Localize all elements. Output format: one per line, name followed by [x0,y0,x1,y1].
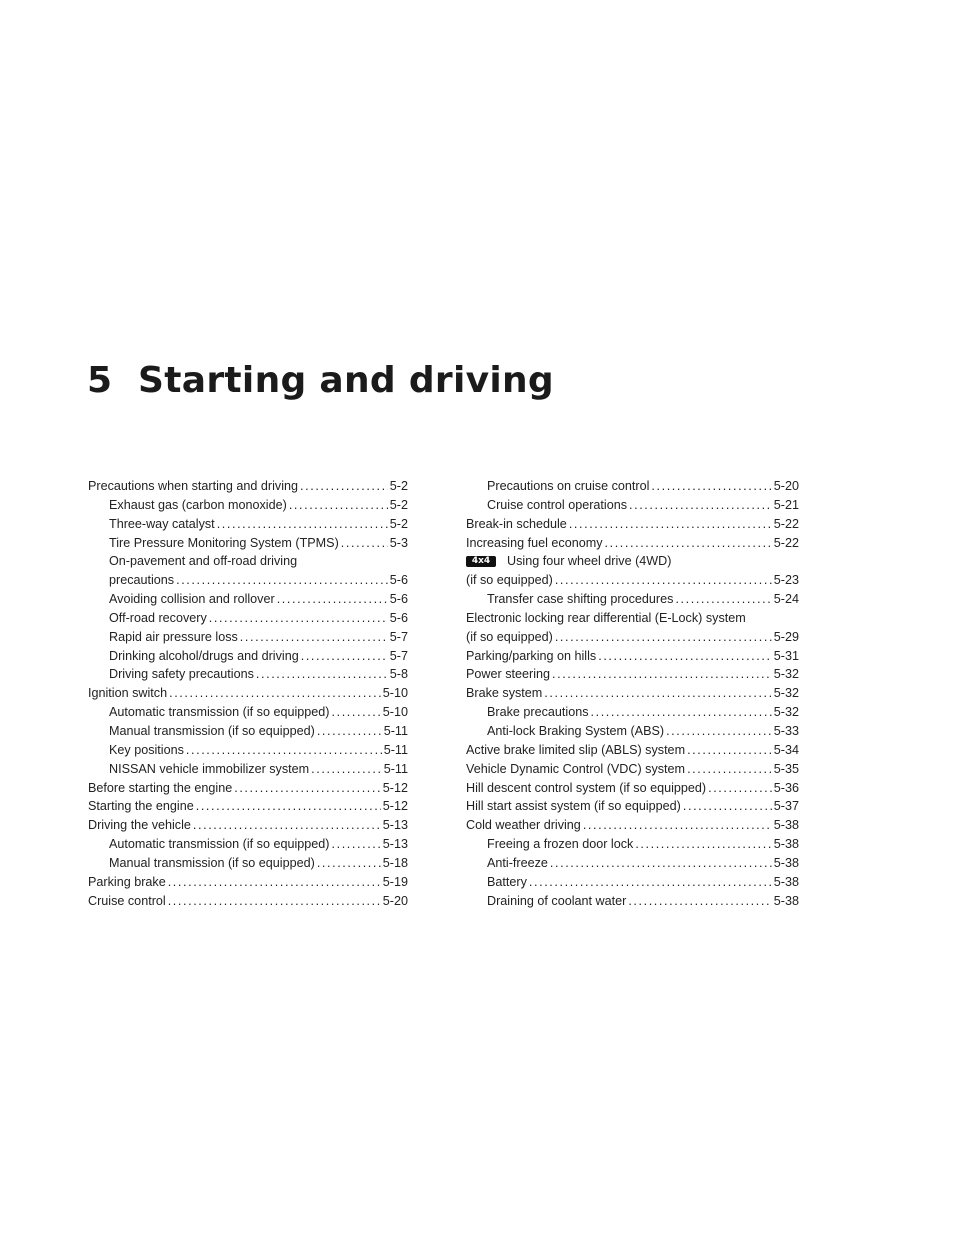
toc-entry[interactable] [88,703,408,722]
toc-entry-page: 5-29 [773,629,799,644]
toc-entry-label: Tire Pressure Monitoring System (TPMS) [109,535,339,550]
toc-entry[interactable] [466,571,799,590]
toc-entry-page: 5-20 [382,893,408,908]
toc-entry[interactable] [466,534,799,553]
toc-entry[interactable] [88,477,408,496]
dot-leader [332,703,381,722]
toc-entry-page: 5-21 [773,497,799,512]
toc-entry-page: 5-23 [773,573,799,588]
dot-leader [169,684,381,703]
toc-entry-page: 5-18 [382,855,408,870]
toc-entry-page: 5-11 [383,723,408,738]
toc-entry[interactable] [466,797,799,816]
toc-entry-page: 5-32 [773,686,799,701]
toc-entry[interactable] [88,722,408,741]
dot-leader [552,665,772,684]
toc-entry-label: Driving the vehicle [88,818,191,833]
toc-entry-page: 5-38 [773,855,799,870]
toc-entry-page: 5-2 [389,516,408,531]
toc-entry[interactable] [88,797,408,816]
toc-entry-label: Starting the engine [88,799,194,814]
dot-leader [708,779,772,798]
toc-entry[interactable] [466,760,799,779]
dot-leader [675,590,771,609]
toc-entry[interactable] [88,854,408,873]
toc-entry[interactable] [88,590,408,609]
toc-entry[interactable] [466,590,799,609]
toc-entry-label: Cruise control [88,893,166,908]
toc-entry-page: 5-7 [389,629,408,644]
toc-entry[interactable] [88,779,408,798]
toc-entry-page: 5-7 [389,648,408,663]
dot-leader [196,797,381,816]
dot-leader [301,647,388,666]
toc-entry-label: (if so equipped) [466,629,553,644]
toc-entry-label: Off-road recovery [109,610,207,625]
toc-entry[interactable] [88,835,408,854]
toc-entry[interactable] [88,741,408,760]
toc-entry-page: 5-22 [773,516,799,531]
toc-entry-label: Using four wheel drive (4WD) [507,554,672,569]
dot-leader [683,797,772,816]
toc-entry[interactable] [88,609,408,628]
dot-leader [651,477,771,496]
dot-leader [176,571,388,590]
toc-entry-label: Key positions [109,742,184,757]
toc-entry-label: Draining of coolant water [487,893,627,908]
toc-entry-page: 5-32 [773,667,799,682]
chapter-name: Starting and driving [138,360,554,401]
dot-leader [168,892,381,911]
toc-entry[interactable] [88,496,408,515]
toc-entry[interactable] [88,816,408,835]
toc-entry-label: Parking brake [88,874,166,889]
toc-entry-label: NISSAN vehicle immobilizer system [109,761,310,776]
toc-entry-label: Hill start assist system (if so equipped) [466,799,681,814]
toc-entry-label: On-pavement and off-road driving [109,554,298,569]
toc-entry[interactable] [88,873,408,892]
dot-leader [591,703,772,722]
toc-entry-label: Before starting the engine [88,780,233,795]
toc-entry[interactable] [466,552,799,571]
toc-entry[interactable] [88,760,408,779]
toc-entry-label: Break-in schedule [466,516,567,531]
toc-entry-page: 5-19 [382,874,408,889]
toc-entry[interactable] [466,684,799,703]
toc-entry[interactable] [466,647,799,666]
toc-entry-label: (if so equipped) [466,573,553,588]
dot-leader [628,892,771,911]
dot-leader [529,873,772,892]
dot-leader [635,835,771,854]
toc-entry[interactable] [88,515,408,534]
toc-entry-page: 5-35 [773,761,799,776]
dot-leader [300,477,388,496]
toc-entry[interactable] [466,477,799,496]
dot-leader [193,816,381,835]
toc-entry-label: Battery [487,874,527,889]
dot-leader [598,647,772,666]
toc-entry[interactable] [466,665,799,684]
dot-leader [234,779,381,798]
toc-entry-label: Transfer case shifting procedures [487,592,674,607]
toc-entry-page: 5-38 [773,874,799,889]
toc-entry[interactable] [466,854,799,873]
dot-leader [629,496,772,515]
toc-entry-label: Vehicle Dynamic Control (VDC) system [466,761,686,776]
toc-entry-page: 5-24 [773,592,799,607]
toc-entry[interactable] [466,609,799,628]
dot-leader [311,760,382,779]
toc-entry[interactable] [466,892,799,911]
toc-entry-page: 5-6 [389,610,408,625]
toc-entry-page: 5-11 [383,761,408,776]
toc-entry[interactable] [466,496,799,515]
toc-entry[interactable] [466,515,799,534]
toc-entry-page: 5-11 [383,742,408,757]
toc-entry-page: 5-2 [389,497,408,512]
toc-entry-page: 5-33 [773,723,799,738]
dot-leader [217,515,388,534]
toc-entry-page: 5-12 [382,780,408,795]
dot-leader [555,571,772,590]
toc-entry[interactable] [466,703,799,722]
toc-entry-page: 5-12 [382,799,408,814]
toc-entry-label: Cruise control operations [487,497,628,512]
toc-entry-page: 5-37 [773,799,799,814]
toc-entry-page: 5-2 [389,479,408,493]
toc-entry-label: Active brake limited slip (ABLS) system [466,742,686,757]
toc-entry-page: 5-13 [382,818,408,833]
dot-leader [555,628,772,647]
toc-entry-page: 5-8 [389,667,408,682]
toc-entry-page: 5-38 [773,837,799,852]
toc-entry-page: 5-20 [773,479,799,493]
dot-leader [186,741,382,760]
dot-leader [256,665,388,684]
toc-entry-label: Drinking alcohol/drugs and driving [109,648,299,663]
toc-entry-page: 5-22 [773,535,799,550]
toc-right-column [466,477,799,910]
dot-leader [687,741,772,760]
toc-entry-page: 5-10 [382,686,408,701]
toc-entry[interactable] [466,628,799,647]
toc-entry-label: Rapid air pressure loss [109,629,238,644]
toc-entry-label: Anti-freeze [487,855,548,870]
toc-entry[interactable] [88,571,408,590]
toc-entry-label: Precautions when starting and driving [88,479,299,493]
dot-leader [317,722,382,741]
chapter-number: 5 [87,360,113,401]
toc-entry-label: Brake precautions [487,705,589,720]
toc-entry-page: 5-38 [773,893,799,908]
toc-entry[interactable] [466,722,799,741]
toc-entry[interactable] [466,741,799,760]
toc-entry[interactable] [88,647,408,666]
toc-entry[interactable] [88,665,408,684]
dot-leader [544,684,771,703]
toc-entry[interactable] [88,628,408,647]
toc-entry-page: 5-10 [382,705,408,720]
dot-leader [605,534,772,553]
dot-leader [209,609,388,628]
toc-entry-page: 5-3 [389,535,408,550]
dot-leader [289,496,388,515]
toc-entry-label: Automatic transmission (if so equipped) [109,837,330,852]
toc-entry-page: 5-13 [382,837,408,852]
toc-entry-label: Avoiding collision and rollover [109,592,275,607]
toc-entry-page: 5-36 [773,780,799,795]
toc-entry-label: Manual transmission (if so equipped) [109,855,315,870]
toc-entry-label: Exhaust gas (carbon monoxide) [109,497,287,512]
toc-entry-label: Automatic transmission (if so equipped) [109,705,330,720]
toc-left-column [88,477,408,910]
toc-entry[interactable] [88,552,408,571]
toc-entry-page: 5-34 [773,742,799,757]
toc-entry-label: Ignition switch [88,686,168,701]
dot-leader [341,534,388,553]
toc-entry-label: Precautions on cruise control [487,479,650,493]
toc-entry[interactable] [88,534,408,553]
dot-leader [317,854,381,873]
toc-entry-page: 5-6 [389,573,408,588]
dot-leader [569,515,772,534]
dot-leader [583,816,772,835]
dot-leader [687,760,772,779]
toc-entry[interactable] [466,816,799,835]
toc-entry-label: Parking/parking on hills [466,648,597,663]
dot-leader [240,628,388,647]
toc-entry-label: Cold weather driving [466,818,581,833]
dot-leader [666,722,772,741]
toc-entry[interactable] [466,873,799,892]
chapter-title [87,360,554,401]
toc-entry-label: Increasing fuel economy [466,535,603,550]
dot-leader [168,873,381,892]
toc-entry-label: Electronic locking rear differential (E-Lock) system [466,610,746,625]
dot-leader [332,835,381,854]
toc-entry-label: Manual transmission (if so equipped) [109,723,315,738]
toc-entry[interactable] [466,835,799,854]
toc-entry-label: precautions [109,573,175,588]
toc-entry-label: Driving safety precautions [109,667,254,682]
toc-entry-label: Three-way catalyst [109,516,215,531]
toc-entry-page: 5-31 [773,648,799,663]
four-by-four-badge-icon: 4x4 [466,556,496,567]
toc-entry-page: 5-38 [773,818,799,833]
toc-entry[interactable] [88,684,408,703]
toc-entry-label: Brake system [466,686,543,701]
dot-leader [277,590,388,609]
toc-entry-label: Anti-lock Braking System (ABS) [487,723,665,738]
toc-entry-page: 5-6 [389,592,408,607]
toc-entry-label: Hill descent control system (if so equipped) [466,780,707,795]
toc-entry-page: 5-32 [773,705,799,720]
dot-leader [550,854,772,873]
toc-entry[interactable] [88,892,408,911]
toc-entry[interactable] [466,779,799,798]
toc-entry-label: Freeing a frozen door lock [487,837,634,852]
toc-entry-label: Power steering [466,667,550,682]
